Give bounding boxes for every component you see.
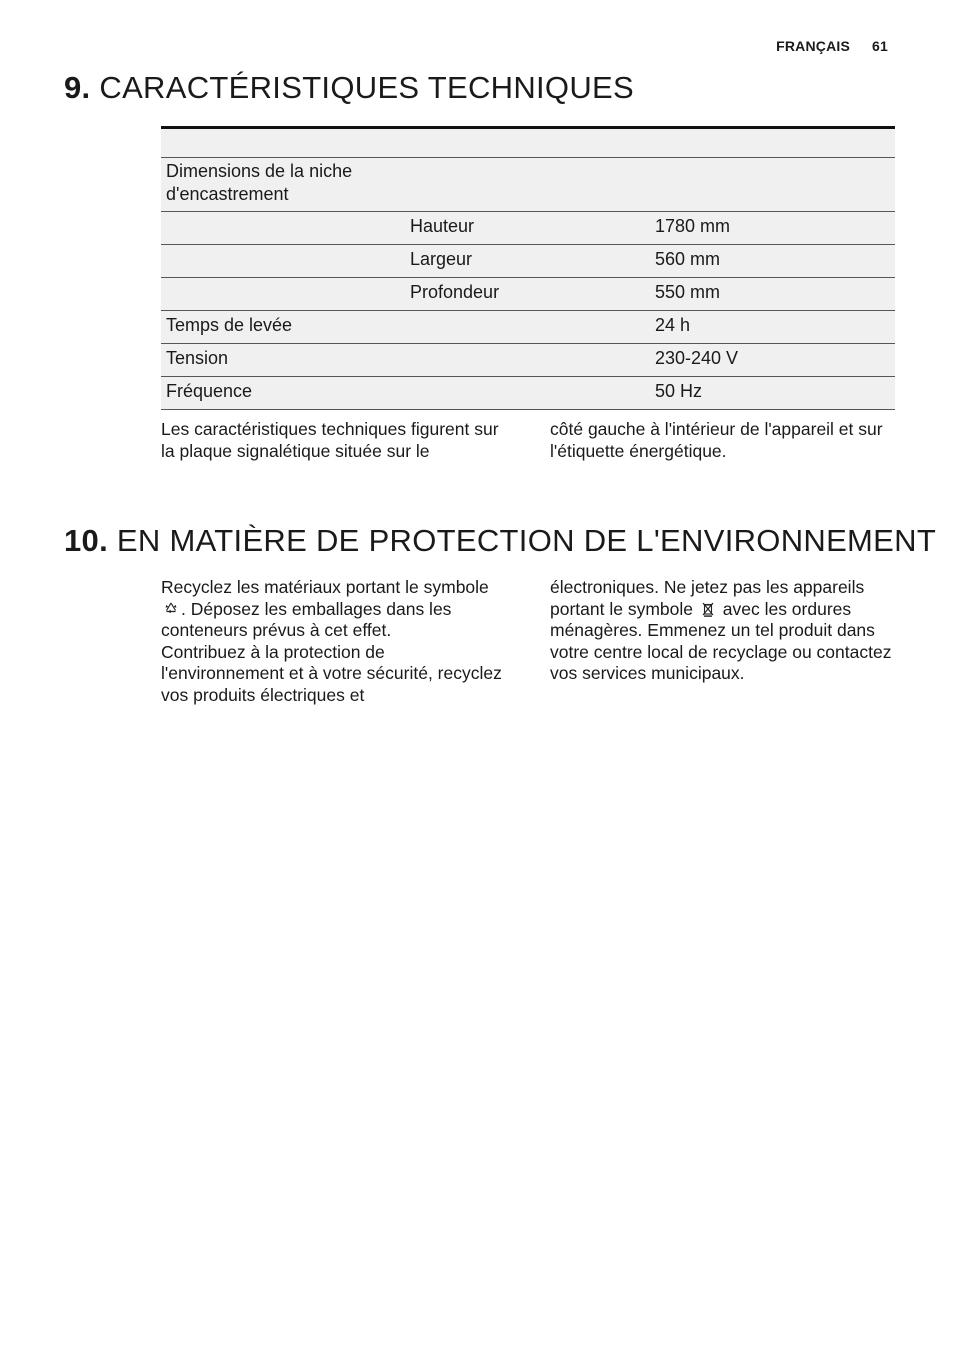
section-number: 10. — [64, 523, 108, 558]
running-header — [776, 38, 888, 54]
table-row — [161, 212, 895, 245]
recycle-icon — [163, 601, 179, 617]
row-sublabel: Largeur — [405, 245, 650, 278]
row-value: 50 Hz — [650, 377, 895, 410]
row-label — [161, 212, 405, 245]
env-paragraph-2: Contribuez à la protection de l'environnement et à votre sécurité, recyclez vos produits électriques et — [161, 641, 502, 705]
row-value: 550 mm — [650, 278, 895, 311]
specs-table — [161, 126, 895, 410]
env-paragraph-3 — [550, 577, 895, 685]
note-left-text: Les caractéristiques techniques figurent sur la plaque signalétique située sur le — [161, 419, 499, 461]
table-row — [161, 311, 895, 344]
row-value: 230-240 V — [650, 344, 895, 377]
row-sublabel — [405, 344, 650, 377]
row-label: Tension — [161, 344, 405, 377]
row-value: 560 mm — [650, 245, 895, 278]
row-value: 24 h — [650, 311, 895, 344]
row-label: Fréquence — [161, 377, 405, 410]
row-sublabel — [405, 311, 650, 344]
section-title: CARACTÉRISTIQUES TECHNIQUES — [99, 70, 634, 105]
table-row — [161, 245, 895, 278]
table-row — [161, 344, 895, 377]
table-row — [161, 377, 895, 410]
row-sublabel — [405, 377, 650, 410]
env-text-part: Recyclez les matériaux portant le symbole — [161, 577, 489, 597]
row-label — [161, 278, 405, 311]
environment-text — [161, 577, 895, 706]
table-row — [161, 158, 895, 212]
section-9-heading — [64, 70, 634, 106]
row-label — [161, 245, 405, 278]
row-value: 1780 mm — [650, 212, 895, 245]
note-right-text: côté gauche à l'intérieur de l'appareil et sur l'étiquette énergétique. — [550, 419, 883, 461]
crossed-bin-icon — [700, 601, 716, 617]
env-paragraph-1 — [161, 577, 506, 642]
specs-note — [161, 419, 895, 462]
row-sublabel — [405, 158, 650, 212]
row-label: Temps de levée — [161, 311, 405, 344]
section-10-heading — [64, 523, 936, 559]
table-row — [161, 278, 895, 311]
page-number: 61 — [872, 38, 888, 54]
row-sublabel: Hauteur — [405, 212, 650, 245]
section-number: 9. — [64, 70, 91, 105]
env-text-part: électroniques. Ne jetez pas les appareils portant le symbole — [550, 577, 865, 619]
row-label: Dimensions de la niche d'encastrement — [161, 158, 405, 212]
env-text-part: avec les ordures ménagères. Emmenez un tel produit dans votre centre local de recyclage ou contactez vos services municipaux. — [550, 598, 892, 683]
section-title: EN MATIÈRE DE PROTECTION DE L'ENVIRONNEMENT — [116, 523, 937, 558]
row-value — [650, 158, 895, 212]
table-header-row — [161, 128, 895, 158]
row-sublabel: Profondeur — [405, 278, 650, 311]
env-text-part: . Déposez les emballages dans les conteneurs prévus à cet effet. — [161, 598, 452, 640]
language-label: FRANÇAIS — [776, 38, 851, 54]
